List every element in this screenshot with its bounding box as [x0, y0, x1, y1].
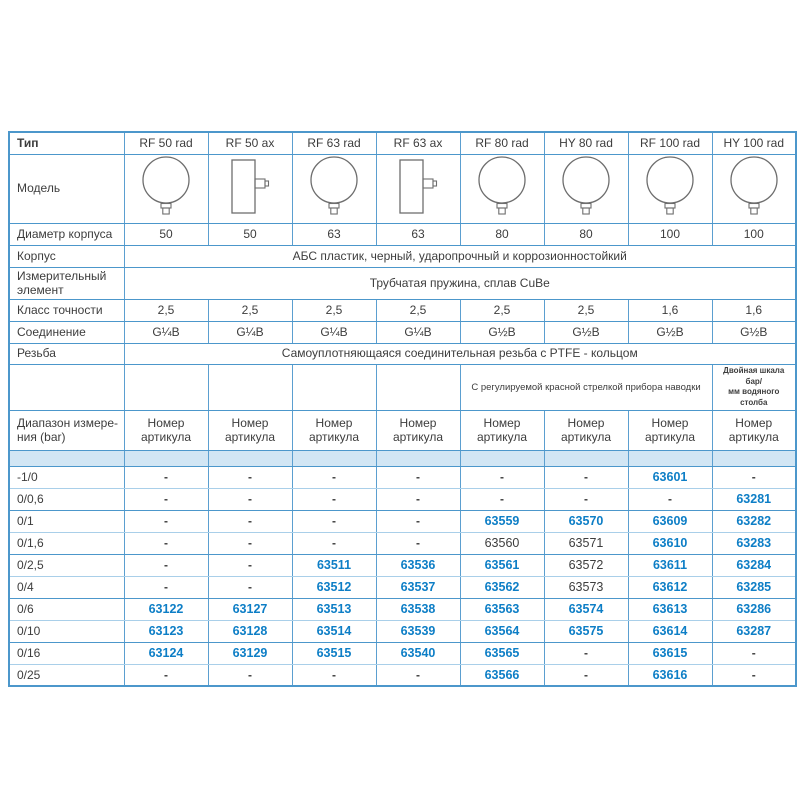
article-number-link[interactable]: 63540	[400, 645, 436, 660]
article-number-link[interactable]: 63564	[484, 623, 520, 638]
gauge-radial-icon	[307, 156, 361, 218]
article-cell	[376, 576, 460, 598]
article-number-link[interactable]: 63561	[484, 557, 520, 572]
model-cell	[376, 154, 460, 223]
article-header-line2: артикула	[224, 430, 276, 445]
article-cell	[376, 598, 460, 620]
article-cell	[712, 620, 796, 642]
gauge-axial-icon	[223, 156, 277, 218]
accuracy-cell: 1,6	[628, 299, 712, 321]
article-cell	[208, 620, 292, 642]
article-cell	[544, 576, 628, 598]
article-header-line2: артикула	[140, 430, 192, 445]
article-header-line1: Номер	[315, 415, 353, 430]
gauge-radial-icon	[559, 156, 613, 218]
article-cell	[208, 642, 292, 664]
no-article-dash: -	[416, 536, 420, 551]
accuracy-cell: 2,5	[124, 299, 208, 321]
type-row	[9, 132, 796, 154]
spacer-cell	[292, 450, 376, 466]
article-header-line1: Номер	[399, 415, 437, 430]
article-cell	[460, 598, 544, 620]
element-row-label: Измерительный элемент	[9, 267, 124, 299]
spacer-row	[9, 450, 796, 466]
article-cell	[712, 510, 796, 532]
article-header-line2: артикула	[476, 430, 528, 445]
article-cell	[208, 488, 292, 510]
accuracy-row	[9, 299, 796, 321]
article-cell	[544, 532, 628, 554]
no-article-dash: -	[164, 536, 168, 551]
article-cell	[460, 642, 544, 664]
article-cell	[376, 466, 460, 488]
article-cell	[292, 598, 376, 620]
diameter-cell: 80	[460, 223, 544, 245]
type-cell: RF 63 rad	[292, 132, 376, 154]
body-row-label: Корпус	[9, 245, 124, 267]
article-number-link[interactable]: 63512	[316, 579, 352, 594]
article-number-link[interactable]: 63609	[652, 513, 688, 528]
diameter-row-label: Диаметр корпуса	[9, 223, 124, 245]
type-cell: RF 80 rad	[460, 132, 544, 154]
connection-cell: G¼B	[292, 321, 376, 343]
article-cell	[628, 664, 712, 686]
accuracy-row-label: Класс точности	[9, 299, 124, 321]
article-header-line2: артикула	[392, 430, 444, 445]
article-number-header-cell	[124, 410, 208, 450]
diameter-cell: 80	[544, 223, 628, 245]
article-number-link[interactable]: 63537	[400, 579, 436, 594]
table-row	[9, 488, 796, 510]
diameter-cell: 100	[628, 223, 712, 245]
range-label: 0/25	[9, 664, 124, 686]
model-cell	[460, 154, 544, 223]
no-article-dash: -	[164, 580, 168, 595]
article-number-link[interactable]: 63513	[316, 601, 352, 616]
article-header-line1: Номер	[735, 415, 773, 430]
connection-cell: G¼B	[124, 321, 208, 343]
article-number-header-cell	[292, 410, 376, 450]
range-label: 0/16	[9, 642, 124, 664]
thread-row-label: Резьба	[9, 343, 124, 364]
article-cell	[208, 554, 292, 576]
article-number-link[interactable]: 63565	[484, 645, 520, 660]
note-empty-cell	[292, 364, 376, 410]
article-header-line1: Номер	[231, 415, 269, 430]
article-number-link[interactable]: 63282	[736, 513, 772, 528]
article-cell	[712, 532, 796, 554]
diameter-cell: 63	[376, 223, 460, 245]
article-cell	[544, 642, 628, 664]
article-cell	[544, 664, 628, 686]
range-label: 0/2,5	[9, 554, 124, 576]
article-number-link[interactable]: 63612	[652, 579, 688, 594]
article-cell	[628, 554, 712, 576]
spacer-cell	[376, 450, 460, 466]
dual-scale-note	[712, 364, 796, 410]
model-cell	[208, 154, 292, 223]
no-article-dash: -	[332, 536, 336, 551]
article-cell	[544, 598, 628, 620]
table-row	[9, 532, 796, 554]
article-header-line1: Номер	[147, 415, 185, 430]
article-number-link[interactable]: 63124	[148, 645, 184, 660]
connection-row-label: Соединение	[9, 321, 124, 343]
article-number-link[interactable]: 63127	[232, 601, 268, 616]
no-article-dash: -	[500, 492, 504, 507]
diameter-cell: 50	[208, 223, 292, 245]
no-article-dash: -	[164, 492, 168, 507]
article-cell	[208, 510, 292, 532]
article-cell	[292, 510, 376, 532]
article-number-link[interactable]: 63611	[652, 557, 688, 572]
article-cell	[712, 642, 796, 664]
article-number-link[interactable]: 63129	[232, 645, 268, 660]
article-number-header-cell	[208, 410, 292, 450]
spacer-cell	[9, 450, 124, 466]
accuracy-cell: 2,5	[460, 299, 544, 321]
article-number-link[interactable]: 63538	[400, 601, 436, 616]
article-number-link[interactable]: 63287	[736, 623, 772, 638]
model-cell	[124, 154, 208, 223]
article-cell	[460, 664, 544, 686]
article-number: 63571	[568, 535, 604, 550]
article-cell	[460, 488, 544, 510]
no-article-dash: -	[164, 470, 168, 485]
type-cell: RF 50 rad	[124, 132, 208, 154]
article-number-link[interactable]: 63566	[484, 667, 520, 682]
no-article-dash: -	[248, 492, 252, 507]
article-number-link[interactable]: 63536	[400, 557, 436, 572]
spacer-cell	[124, 450, 208, 466]
no-article-dash: -	[332, 470, 336, 485]
no-article-dash: -	[164, 667, 168, 682]
article-cell	[544, 554, 628, 576]
no-article-dash: -	[584, 667, 588, 682]
no-article-dash: -	[751, 646, 756, 661]
connection-cell: G½B	[544, 321, 628, 343]
article-cell	[124, 488, 208, 510]
gauge-radial-icon	[727, 156, 781, 218]
accuracy-cell: 2,5	[292, 299, 376, 321]
article-cell	[628, 620, 712, 642]
article-number-link[interactable]: 63615	[652, 645, 688, 660]
article-cell	[628, 532, 712, 554]
note-row-empty-label	[9, 364, 124, 410]
no-article-dash: -	[668, 492, 672, 507]
model-cell	[544, 154, 628, 223]
article-cell	[208, 598, 292, 620]
no-article-dash: -	[416, 470, 420, 485]
accuracy-cell: 2,5	[208, 299, 292, 321]
article-number-link[interactable]: 63562	[484, 579, 520, 594]
article-cell	[208, 466, 292, 488]
gauge-axial-icon	[391, 156, 445, 218]
model-row	[9, 154, 796, 223]
article-header-line1: Номер	[567, 415, 605, 430]
article-number-link[interactable]: 63284	[736, 557, 772, 572]
table-row	[9, 576, 796, 598]
range-label: 0/10	[9, 620, 124, 642]
connection-cell: G½B	[460, 321, 544, 343]
article-header-line1: Номер	[651, 415, 689, 430]
product-spec-table	[8, 131, 797, 687]
article-cell	[712, 664, 796, 686]
article-cell	[124, 642, 208, 664]
article-header-line2: артикула	[644, 430, 696, 445]
thread-value: Самоуплотняющаяся соединительная резьба с PTFE - кольцом	[124, 343, 796, 364]
no-article-dash: -	[248, 558, 252, 573]
spacer-cell	[544, 450, 628, 466]
note-empty-cell	[376, 364, 460, 410]
article-cell	[292, 576, 376, 598]
diameter-cell: 50	[124, 223, 208, 245]
no-article-dash: -	[416, 514, 420, 529]
no-article-dash: -	[751, 470, 756, 485]
dual-scale-note-line1: Двойная шкала бар/	[723, 365, 785, 386]
article-cell	[628, 598, 712, 620]
spacer-cell	[460, 450, 544, 466]
no-article-dash: -	[248, 667, 252, 682]
article-number-link[interactable]: 63281	[736, 491, 772, 506]
article-number-link[interactable]: 63575	[568, 623, 604, 638]
range-label: 0/1,6	[9, 532, 124, 554]
dual-scale-note-line2: мм водяного столба	[728, 387, 780, 408]
article-cell	[208, 664, 292, 686]
article-number-header-cell	[628, 410, 712, 450]
article-number-link[interactable]: 63613	[652, 601, 688, 616]
spacer-cell	[208, 450, 292, 466]
accuracy-cell: 1,6	[712, 299, 796, 321]
gauge-radial-icon	[475, 156, 529, 218]
element-row	[9, 267, 796, 299]
element-value: Трубчатая пружина, сплав CuBe	[124, 267, 796, 299]
article-number: 63560	[484, 535, 520, 550]
article-cell	[544, 620, 628, 642]
article-number-link[interactable]: 63123	[148, 623, 184, 638]
no-article-dash: -	[164, 558, 168, 573]
article-number-link[interactable]: 63614	[652, 623, 688, 638]
spacer-cell	[628, 450, 712, 466]
no-article-dash: -	[584, 470, 588, 485]
diameter-row	[9, 223, 796, 245]
article-cell	[544, 466, 628, 488]
article-cell	[292, 620, 376, 642]
article-number-link[interactable]: 63559	[484, 513, 520, 528]
article-number-link[interactable]: 63128	[232, 623, 268, 638]
article-cell	[460, 532, 544, 554]
type-cell: RF 50 ax	[208, 132, 292, 154]
article-cell	[460, 466, 544, 488]
body-value: АБС пластик, черный, ударопрочный и коррозионностойкий	[124, 245, 796, 267]
article-number-link[interactable]: 63616	[652, 667, 688, 682]
article-cell	[124, 510, 208, 532]
table-row	[9, 598, 796, 620]
article-cell	[292, 642, 376, 664]
type-cell: HY 100 rad	[712, 132, 796, 154]
article-cell	[124, 532, 208, 554]
accuracy-cell: 2,5	[376, 299, 460, 321]
connection-cell: G½B	[628, 321, 712, 343]
article-cell	[712, 598, 796, 620]
article-cell	[376, 510, 460, 532]
article-cell	[124, 466, 208, 488]
no-article-dash: -	[164, 514, 168, 529]
article-cell	[292, 664, 376, 686]
connection-cell: G¼B	[208, 321, 292, 343]
model-cell	[628, 154, 712, 223]
gauge-radial-icon	[139, 156, 193, 218]
article-cell	[292, 466, 376, 488]
article-number-link[interactable]: 63283	[736, 535, 772, 550]
article-cell	[544, 510, 628, 532]
article-number: 63572	[568, 557, 604, 572]
article-cell	[712, 466, 796, 488]
model-row-label: Модель	[9, 154, 124, 223]
article-number-link[interactable]: 63515	[316, 645, 352, 660]
article-number: 63573	[568, 579, 604, 594]
article-number-header-cell	[376, 410, 460, 450]
article-cell	[628, 488, 712, 510]
article-number-link[interactable]: 63511	[316, 557, 352, 572]
type-row-label: Тип	[9, 132, 124, 154]
range-label: 0/1	[9, 510, 124, 532]
range-label: -1/0	[9, 466, 124, 488]
diameter-cell: 100	[712, 223, 796, 245]
accuracy-cell: 2,5	[544, 299, 628, 321]
article-cell	[208, 532, 292, 554]
article-cell	[376, 554, 460, 576]
connection-cell: G½B	[712, 321, 796, 343]
article-cell	[376, 642, 460, 664]
article-cell	[712, 576, 796, 598]
range-label: 0/4	[9, 576, 124, 598]
article-cell	[292, 532, 376, 554]
article-number-link[interactable]: 63601	[652, 469, 688, 484]
article-number-link[interactable]: 63122	[148, 601, 184, 616]
range-label: 0/6	[9, 598, 124, 620]
table-row	[9, 554, 796, 576]
article-number-header-cell	[712, 410, 796, 450]
article-cell	[376, 488, 460, 510]
no-article-dash: -	[584, 492, 588, 507]
article-number-link[interactable]: 63539	[400, 623, 436, 638]
no-article-dash: -	[248, 580, 252, 595]
note-empty-cell	[124, 364, 208, 410]
no-article-dash: -	[416, 492, 420, 507]
article-cell	[628, 576, 712, 598]
type-cell: RF 63 ax	[376, 132, 460, 154]
article-cell	[292, 554, 376, 576]
article-cell	[124, 598, 208, 620]
article-number-link[interactable]: 63610	[652, 535, 688, 550]
article-cell	[460, 620, 544, 642]
article-cell	[124, 664, 208, 686]
article-number-link[interactable]: 63563	[484, 601, 520, 616]
table-row	[9, 620, 796, 642]
range-header-line1: Диапазон измере-	[17, 415, 119, 430]
range-label: 0/0,6	[9, 488, 124, 510]
no-article-dash: -	[248, 536, 252, 551]
article-cell	[628, 642, 712, 664]
type-cell: RF 100 rad	[628, 132, 712, 154]
diameter-cell: 63	[292, 223, 376, 245]
article-cell	[376, 532, 460, 554]
model-cell	[712, 154, 796, 223]
article-cell	[460, 554, 544, 576]
note-empty-cell	[208, 364, 292, 410]
note-row	[9, 364, 796, 410]
connection-row	[9, 321, 796, 343]
no-article-dash: -	[416, 667, 420, 682]
gauge-radial-icon	[643, 156, 697, 218]
article-cell	[124, 620, 208, 642]
table-row	[9, 466, 796, 488]
article-cell	[628, 510, 712, 532]
article-cell	[124, 576, 208, 598]
no-article-dash: -	[332, 514, 336, 529]
article-cell	[376, 620, 460, 642]
article-header-row	[9, 410, 796, 450]
article-header-line1: Номер	[483, 415, 521, 430]
article-number-header-cell	[544, 410, 628, 450]
article-number-link[interactable]: 63286	[736, 601, 772, 616]
red-pointer-note: С регулируемой красной стрелкой прибора наводки	[460, 364, 712, 410]
article-header-line2: артикула	[560, 430, 612, 445]
article-header-line2: артикула	[728, 430, 779, 445]
article-number-link[interactable]: 63514	[316, 623, 352, 638]
no-article-dash: -	[248, 514, 252, 529]
no-article-dash: -	[248, 470, 252, 485]
table-row	[9, 510, 796, 532]
range-header-label	[9, 410, 124, 450]
article-cell	[376, 664, 460, 686]
connection-cell: G¼B	[376, 321, 460, 343]
range-header-line2: ния (bar)	[17, 430, 66, 445]
no-article-dash: -	[751, 667, 756, 682]
article-cell	[292, 488, 376, 510]
table-row	[9, 664, 796, 686]
article-cell	[460, 510, 544, 532]
article-cell	[208, 576, 292, 598]
article-cell	[544, 488, 628, 510]
article-number-link[interactable]: 63285	[736, 579, 772, 594]
model-cell	[292, 154, 376, 223]
no-article-dash: -	[332, 492, 336, 507]
article-number-header-cell	[460, 410, 544, 450]
no-article-dash: -	[500, 470, 504, 485]
article-number-link[interactable]: 63570	[568, 513, 604, 528]
no-article-dash: -	[584, 646, 588, 661]
thread-row	[9, 343, 796, 364]
type-cell: HY 80 rad	[544, 132, 628, 154]
article-header-line2: артикула	[308, 430, 360, 445]
article-cell	[712, 554, 796, 576]
article-cell	[460, 576, 544, 598]
no-article-dash: -	[332, 667, 336, 682]
article-number-link[interactable]: 63574	[568, 601, 604, 616]
article-cell	[628, 466, 712, 488]
body-row	[9, 245, 796, 267]
article-cell	[124, 554, 208, 576]
table-row	[9, 642, 796, 664]
article-cell	[712, 488, 796, 510]
spacer-cell	[712, 450, 796, 466]
